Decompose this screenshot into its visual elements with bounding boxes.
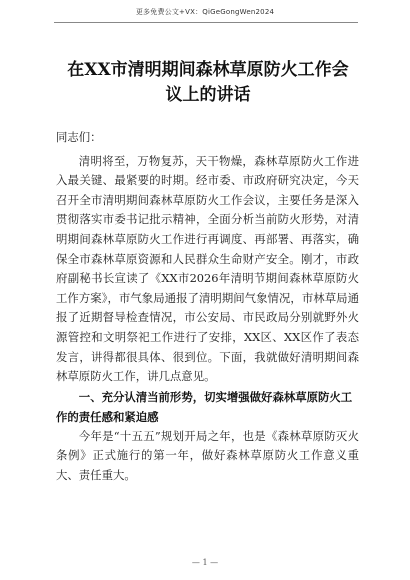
salutation: 同志们： bbox=[56, 130, 102, 144]
header-divider bbox=[54, 22, 358, 23]
document-title: 在XX市清明期间森林草原防火工作会议上的讲话 bbox=[67, 60, 349, 105]
header-note: 更多免费公文+VX：QiGeGongWen2024 bbox=[135, 8, 275, 16]
page-number: — 1 — bbox=[191, 558, 219, 567]
section-paragraph: 今年是“十五五”规划开局之年，也是《森林草原防灭火条例》正式施行的第一年，做好森林草原防火工作意义重大、责任重大。 bbox=[56, 428, 359, 482]
body-paragraph: 清明将至，万物复苏，天干物燥，森林草原防火工作进入最关键、最紧要的时期。经市委、市政府研究决定，今天召开全市清明期间森林草原防火工作会议，主要任务是深入贯彻落实市委书记批示精神，全面分析当前防火形势，对清明期间森林草原防火工作进行再调度、再部署、再落实，确保全市森林草原资源和人民群众生命财产安全。刚才，市政府副秘书长宣读了《XX市2026年清明节期间森林草原防火工作方案》，市气象局通报了清明期间气象情况，市林草局通报了近期督导检查情况，市公安局、市民政局分别就野外火源管控和文明祭祀工作进行了安排，XX区、XX区作了表态发言，讲得都很具体、很到位。下面，我就做好清明期间森林草原防火工作，讲几点意见。 bbox=[56, 153, 359, 384]
document-body bbox=[56, 128, 359, 486]
section-heading: 一、充分认清当前形势，切实增强做好森林草原防火工作的责任感和紧迫感 bbox=[56, 389, 353, 424]
